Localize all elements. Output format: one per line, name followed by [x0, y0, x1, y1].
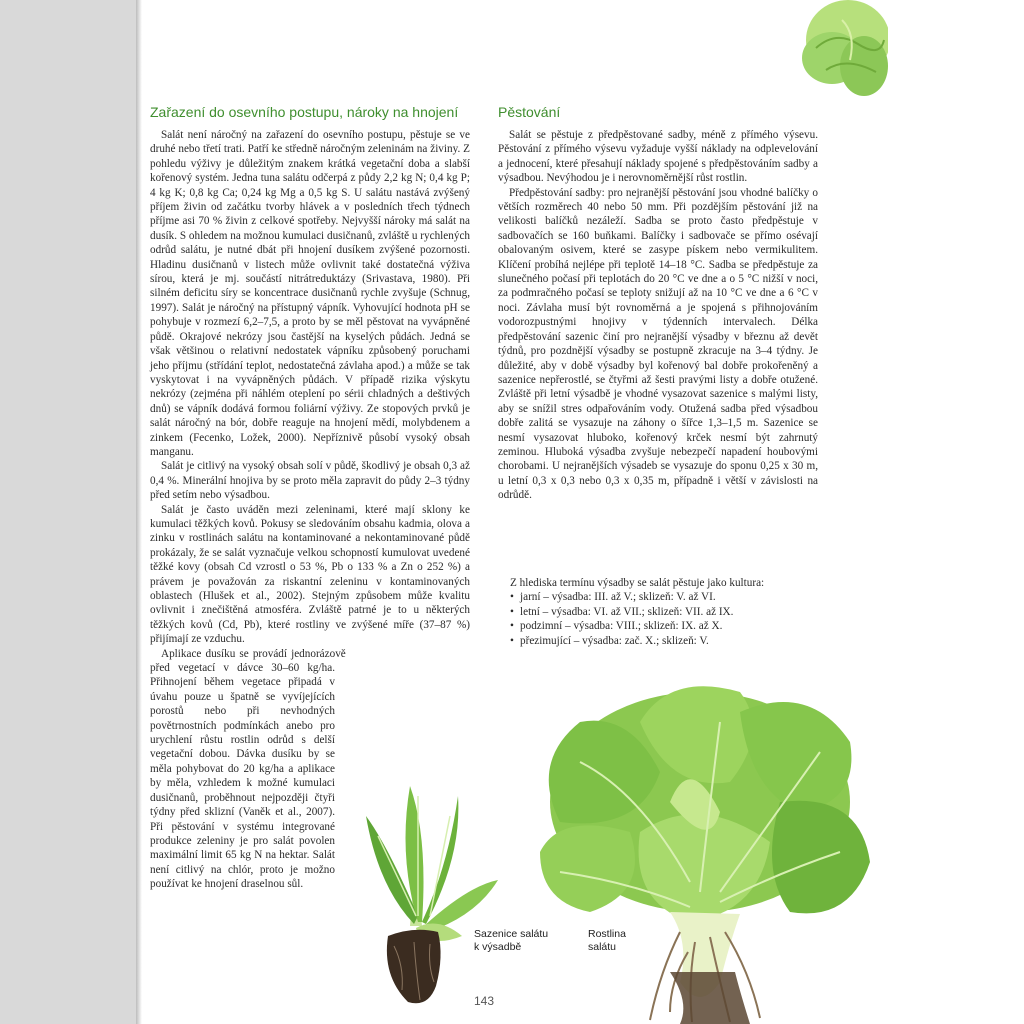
left-paragraph-3: Salát je často uváděn mezi zeleninami, které mají sklony ke kumulaci těžkých kovů. Pokusy se sledováním obsahu kadmia, olova a zinku v rostlinách salátu na kontaminované a nekontaminované půdě prokázaly, že se salát vyznačuje velkou schopností kumulovat uvedené těžké kovy (obsah Cd vzrostl o 53 %, Pb o 133 % a Zn o 252 %) a právem je považován za riskantní zeleninu v kontaminovaných oblastech (Hlušek et al., 2002). Stejným způsobem může kvalitu ovlivnit i znečištěná atmosféra. Zvláště patrné je to u některých těžkých kovů (Cd, Pb), které rostliny ve zvýšené míře (37–87 %) přijímají ze vzduchu.: [150, 503, 470, 646]
term-spring: • jarní – výsadba: III. až V.; sklizeň: V. až VI.: [510, 590, 820, 604]
page-gutter-shadow: [136, 0, 142, 1024]
term-overwintering: • přezimující – výsadba: zač. X.; sklizeň: V.: [510, 634, 820, 648]
right-section-title: Pěstování: [498, 104, 561, 120]
planting-terms-intro: Z hlediska termínu výsadby se salát pěstuje jako kultura:: [510, 577, 765, 589]
plant-caption: Rostlina salátu: [588, 928, 626, 953]
left-paragraph-4: Aplikace dusíku se provádí jednorázově před vegetací v dávce 30–60 kg/ha. Přihnojení během vegetace připadá v úvahu pouze u špatně se vyvíjejících porostů nebo při nevhodných povětrnostních podmínkách anebo pro urychlení růstu rostlin odrůd s delší vegetační dobou. Dávka dusíku by se měla pohybovat do 20 kg/ha a aplikace by měla, vzhledem k možné kumulaci dusičnanů, proběhnout nejpozději čtyři týdny před sklizní (Vaněk et al., 2007). Při pěstování v systému integrované produkce zeleniny je pro salát povolen maximální limit 65 kg N na hektar. Salát není citlivý na chlór, proto je možno používat ke hnojení draselnou sůl.: [150, 647, 346, 891]
planting-terms-list: [510, 590, 820, 648]
seedling-caption: Sazenice salátu k výsadbě: [474, 928, 549, 953]
term-summer: • letní – výsadba: VI. až VII.; sklizeň: VII. až IX.: [510, 605, 820, 619]
lettuce-plant-photo: [520, 682, 888, 1024]
corner-lettuce-image: [786, 0, 888, 100]
planting-terms: [510, 576, 820, 648]
page-gutter: [0, 0, 136, 1024]
left-paragraph-2: Salát je citlivý na vysoký obsah solí v půdě, škodlivý je obsah 0,3 až 0,4 %. Minerální hnojiva by se proto měla zapravit do půdy 2–3 týdny před setím nebo výsadbou.: [150, 460, 470, 502]
page-number: 143: [474, 994, 495, 1008]
term-autumn: • podzimní – výsadba: VIII.; sklizeň: IX. až X.: [510, 619, 820, 633]
right-paragraph-1: Salát se pěstuje z předpěstované sadby, méně z přímého výsevu. Pěstování z přímého výsevu vyžaduje vyšší náklady na odplevelování a jednocení, které přesahují náklady spojené s předpěstováním sadby a výsadbou. Nevýhodou je i nerovnoměrnější růst rostlin.: [498, 129, 818, 185]
right-column-text: [498, 128, 818, 503]
left-paragraph-1: Salát není náročný na zařazení do osevního postupu, pěstuje se ve druhé nebo třetí trati. Patří ke středně náročným zeleninám na živiny. Z pohledu výživy je důležitým znakem krátká vegetační doba a slabší kořenový systém. Jedna tuna salátu odčerpá z půdy 2,2 kg N; 0,4 kg P; 4 kg K; 0,8 kg Ca; 0,24 kg Mg a 0,5 kg S. U salátu nastává zvýšený příjem živin od začátku tvorby hlávek a v posledních třech týdnech příjme asi 70 % živin z celkové spotřeby. Nejvyšší nároky má salát na dusík. S ohledem na možnou kumulaci dusičnanů, zvláště u rychlených odrůd salátu, je nutné dbát při hnojení dusíkem zvýšené pozornosti. Hladinu dusičnanů v listech může ovlivnit také dostatečná výživa sírou, která je mj. součástí nitrátreduktázy (Srivastava, 1980). Při silném deficitu síry se koncentrace dusičnanů rychle zvyšuje (Schnug, 1997). Salát je náročný na přístupný vápník. Vyhovující hodnota pH se pohybuje v rozmezí 6,2–7,5, a proto by se měl pěstovat na vyvápněné půdě. Okrajové nekrózy jsou častější na kyselých půdách. Jedná se však většinou o relativní nedostatek vápníku způsobený poruchami jeho příjmu (střídání teplot, nedostatečná závlaha apod.) a může se tak vyskytovat i na vyvápněných půdách. V případě rizika výskytu nekrózy (zejména při náhlém oteplení po sérii chladných a deštivých dnů) se vápník dodává formou foliární výživy. Ze stopových prvků je salát náročný na bór, dobře reaguje na hnojení mědí, molybdenem a zinkem (Fecenko, Ložek, 2000). Nepříznivě působí vysoký obsah manganu.: [150, 129, 470, 458]
left-section-title: Zařazení do osevního postupu, nároky na hnojení: [150, 104, 459, 120]
right-paragraph-2: Předpěstování sadby: pro nejranější pěstování jsou vhodné balíčky o větších rozměrech 40 nebo 50 mm. Při pozdějším pěstování již na velikosti balíčků nezáleží. Sadba se proto často předpěstuje v sadbovačích se 160 buňkami. Balíčky i sadbovače se přímo osévají obalovaným osivem, které se zasype pískem nebo vermikulitem. Klíčení probíhá nejlépe při teplotě 14–18 °C. Sadba se předpěstuje za slunečného počasí při teplotách do 20 °C ve dne a o 5 °C nižší v noci, za podmračného počasí se teploty snižují až na 10 °C ve dne a 6 °C v noci. Závlaha musí být rovnoměrná a je spojená s přihnojováním vodorozpustnými hnojivy v týdenních intervalech. Délka předpěstování sazenic činí pro nejranější výsadby v březnu až devět týdnů, pro pozdnější výsadby se postupně zkracuje na 3–4 týdny. Je důležité, aby v době výsadby byl kořenový bal dobře prokořeněný a sazenice nepřerostlé, se čtyřmi až šesti pravými listy a dobře otužené. Zvláště při letní výsadbě je vhodné vysazovat sazenice s malými listy, aby se snížil stres odpařováním vody. Otužená sadba před výsadbou dobře zalitá se vysazuje na záhony o šířce 1,3–1,5 m. Sazenice se nesmí vysazovat hluboko, kořenový krček nesmí být zahrnutý zeminou. Hluboká výsadba zvyšuje nebezpečí napadení houbovými chorobami. U nejranějších výsadeb se vysazuje do sponu 0,25 x 30 m, u letní 0,3 x 0,3 nebo 0,3 x 0,35 m, případně i větší v závislosti na odrůdě.: [498, 186, 818, 502]
seedling-photo: [358, 776, 502, 1008]
